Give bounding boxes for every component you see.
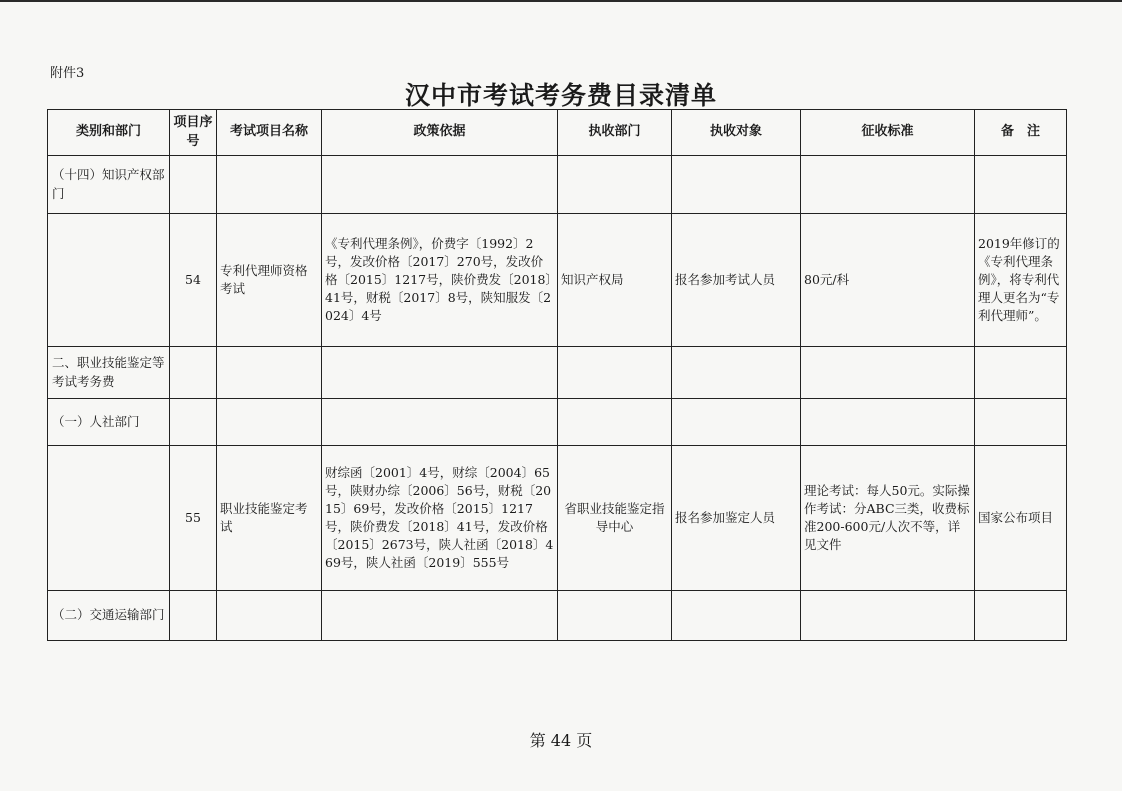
cell-basis [322,347,558,399]
table-row [48,591,1067,641]
cell-dept [558,156,672,214]
cell-no [170,347,217,399]
col-header-remark: 备 注 [975,110,1067,156]
cell-basis [322,399,558,446]
table-row [48,399,1067,446]
cell-category: （二）交通运输部门 [48,591,170,641]
cell-remark [975,399,1067,446]
cell-category [48,214,170,347]
table-row [48,156,1067,214]
cell-no [170,399,217,446]
cell-dept [558,591,672,641]
cell-target: 报名参加鉴定人员 [672,446,801,591]
cell-name [217,591,322,641]
cell-target [672,347,801,399]
cell-no [170,591,217,641]
cell-no [170,156,217,214]
cell-remark: 2019年修订的《专利代理条例》，将专利代理人更名为“专利代理师”。 [975,214,1067,347]
cell-standard [801,591,975,641]
cell-standard: 理论考试：每人50元。实际操作考试：分ABC三类，收费标准200-600元/人次不等，详见文件 [801,446,975,591]
document-title: 汉中市考试考务费目录清单 [404,81,717,110]
col-header-name: 考试项目名称 [217,110,322,156]
cell-basis: 《专利代理条例》，价费字〔1992〕2号，发改价格〔2017〕270号，发改价格〔2015〕1217号，陕价费发〔2018〕41号，财税〔2017〕8号，陕知服发〔2024〕4号 [322,214,558,347]
col-header-standard: 征收标准 [801,110,975,156]
cell-standard [801,156,975,214]
cell-remark [975,591,1067,641]
page-number: 第 44 页 [529,731,593,750]
cell-name: 职业技能鉴定考试 [217,446,322,591]
cell-standard [801,347,975,399]
cell-category: 二、职业技能鉴定等考试考务费 [48,347,170,399]
scan-top-border [0,0,1122,2]
col-header-basis: 政策依据 [322,110,558,156]
table-header-row [48,110,1067,156]
cell-category: （十四）知识产权部门 [48,156,170,214]
cell-no: 55 [170,446,217,591]
cell-target [672,399,801,446]
cell-target: 报名参加考试人员 [672,214,801,347]
col-header-no: 项目序号 [170,110,217,156]
cell-basis: 财综函〔2001〕4号，财综〔2004〕65号，陕财办综〔2006〕56号，财税〔2015〕69号，发改价格〔2015〕1217号，陕价费发〔2018〕41号，发改价格〔2015〕2673号，陕人社函〔2018〕469号，陕人社函〔2019〕555号 [322,446,558,591]
table-row [48,446,1067,591]
cell-category [48,446,170,591]
cell-name [217,399,322,446]
cell-category: （一）人社部门 [48,399,170,446]
cell-remark: 国家公布项目 [975,446,1067,591]
cell-dept [558,399,672,446]
cell-name: 专利代理师资格考试 [217,214,322,347]
cell-basis [322,156,558,214]
table-row [48,214,1067,347]
cell-name [217,347,322,399]
cell-dept: 省职业技能鉴定指导中心 [558,446,672,591]
cell-dept: 知识产权局 [558,214,672,347]
cell-name [217,156,322,214]
cell-remark [975,347,1067,399]
cell-remark [975,156,1067,214]
cell-standard [801,399,975,446]
cell-target [672,591,801,641]
cell-basis [322,591,558,641]
col-header-dept: 执收部门 [558,110,672,156]
col-header-target: 执收对象 [672,110,801,156]
cell-no: 54 [170,214,217,347]
attachment-label: 附件3 [50,66,85,81]
col-header-category: 类别和部门 [48,110,170,156]
fee-table [47,109,1067,641]
table-row [48,347,1067,399]
cell-standard: 80元/科 [801,214,975,347]
cell-target [672,156,801,214]
cell-dept [558,347,672,399]
